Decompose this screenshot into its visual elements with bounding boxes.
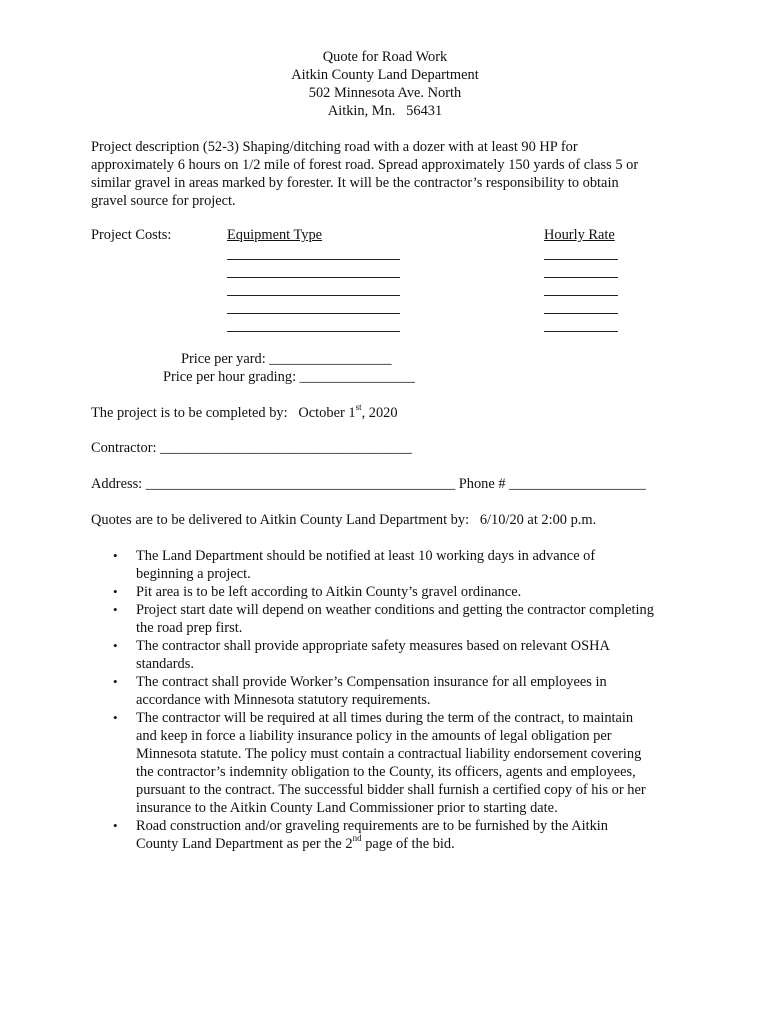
rate-blank[interactable] (544, 295, 618, 296)
requirements-list (91, 547, 691, 853)
rate-blank[interactable] (544, 259, 618, 260)
bullet-icon: • (113, 638, 118, 653)
contractor-field[interactable]: Contractor: ___________________________________ (91, 440, 412, 456)
completion-label: The project is to be completed by: October 1 (91, 405, 356, 421)
list-item-line: Road construction and/or graveling requirements are to be furnished by the Aitkin (136, 818, 608, 834)
price-per-yard-field[interactable]: Price per yard: _________________ (181, 351, 392, 367)
equipment-blank[interactable] (227, 295, 400, 296)
list-item (91, 709, 691, 817)
bullet-icon: • (113, 602, 118, 617)
list-item-line: Pit area is to be left according to Aitkin County’s gravel ordinance. (136, 584, 522, 600)
list-item-line: standards. (136, 656, 194, 672)
list-item-line: Project start date will depend on weather conditions and getting the contractor completing (136, 602, 654, 618)
department-name: Aitkin County Land Department (291, 67, 479, 83)
address-phone-field[interactable]: Address: ___________________________________________ Phone # ___________________ (91, 476, 646, 492)
description-line: approximately 6 hours on 1/2 mile of forest road. Spread approximately 150 yards of class 5 or (91, 157, 639, 173)
list-item (91, 637, 691, 673)
description-line: Project description (52-3) Shaping/ditching road with a dozer with at least 90 HP for (91, 139, 578, 155)
list-item-line: and keep in force a liability insurance policy in the amounts of legal obligation per (136, 728, 612, 744)
list-item-line: accordance with Minnesota statutory requirements. (136, 692, 431, 708)
city-address: Aitkin, Mn. 56431 (327, 103, 443, 119)
list-item-line: The Land Department should be notified at least 10 working days in advance of (136, 548, 596, 564)
description-line: similar gravel in areas marked by forester. It will be the contractor’s responsibility to obtain (91, 175, 619, 191)
list-item-line: The contract shall provide Worker’s Compensation insurance for all employees in (136, 674, 607, 690)
document-title: Quote for Road Work (322, 49, 448, 65)
hourly-rate-header: Hourly Rate (544, 227, 615, 243)
list-item-text: County Land Department as per the 2 (136, 836, 353, 852)
equipment-blank[interactable] (227, 277, 400, 278)
bullet-icon: • (113, 584, 118, 599)
list-item-line (136, 835, 691, 853)
equipment-blank[interactable] (227, 331, 400, 332)
completion-ordinal: st (355, 402, 362, 413)
delivery-instructions: Quotes are to be delivered to Aitkin County Land Department by: 6/10/20 at 2:00 p.m. (91, 512, 597, 528)
list-item-line: the contractor’s indemnity obligation to the County, its officers, agents and employees, (136, 764, 636, 780)
rate-blank[interactable] (544, 277, 618, 278)
project-description (91, 138, 691, 210)
list-item-line: The contractor will be required at all times during the term of the contract, to maintain (136, 710, 634, 726)
list-item-text: page of the bid. (361, 836, 455, 852)
list-item (91, 601, 691, 637)
bullet-icon: • (113, 818, 118, 833)
bullet-icon: • (113, 710, 118, 725)
completion-year: , 2020 (361, 405, 398, 421)
equipment-type-header: Equipment Type (227, 227, 323, 243)
equipment-blank[interactable] (227, 313, 400, 314)
document-header (0, 48, 770, 120)
street-address: 502 Minnesota Ave. North (308, 85, 462, 101)
ordinal-suffix: nd (352, 833, 362, 844)
rate-blank[interactable] (544, 331, 618, 332)
list-item-line: insurance to the Aitkin County Land Commissioner prior to starting date. (136, 800, 558, 816)
bullet-icon: • (113, 548, 118, 563)
list-item (91, 547, 691, 583)
list-item-line: the road prep first. (136, 620, 243, 636)
completion-date (91, 404, 398, 422)
list-item (91, 583, 691, 601)
bullet-icon: • (113, 674, 118, 689)
price-per-hour-field[interactable]: Price per hour grading: ________________ (163, 369, 415, 385)
list-item (91, 673, 691, 709)
list-item (91, 817, 691, 853)
list-item-line: The contractor shall provide appropriate safety measures based on relevant OSHA (136, 638, 610, 654)
equipment-blank[interactable] (227, 259, 400, 260)
description-line: gravel source for project. (91, 193, 236, 209)
list-item-line: Minnesota statute. The policy must contain a contractual liability endorsement covering (136, 746, 642, 762)
project-costs-label: Project Costs: (91, 227, 172, 243)
rate-blank[interactable] (544, 313, 618, 314)
list-item-line: beginning a project. (136, 566, 251, 582)
list-item-line: pursuant to the contract. The successful bidder shall furnish a certified copy of his or her (136, 782, 646, 798)
